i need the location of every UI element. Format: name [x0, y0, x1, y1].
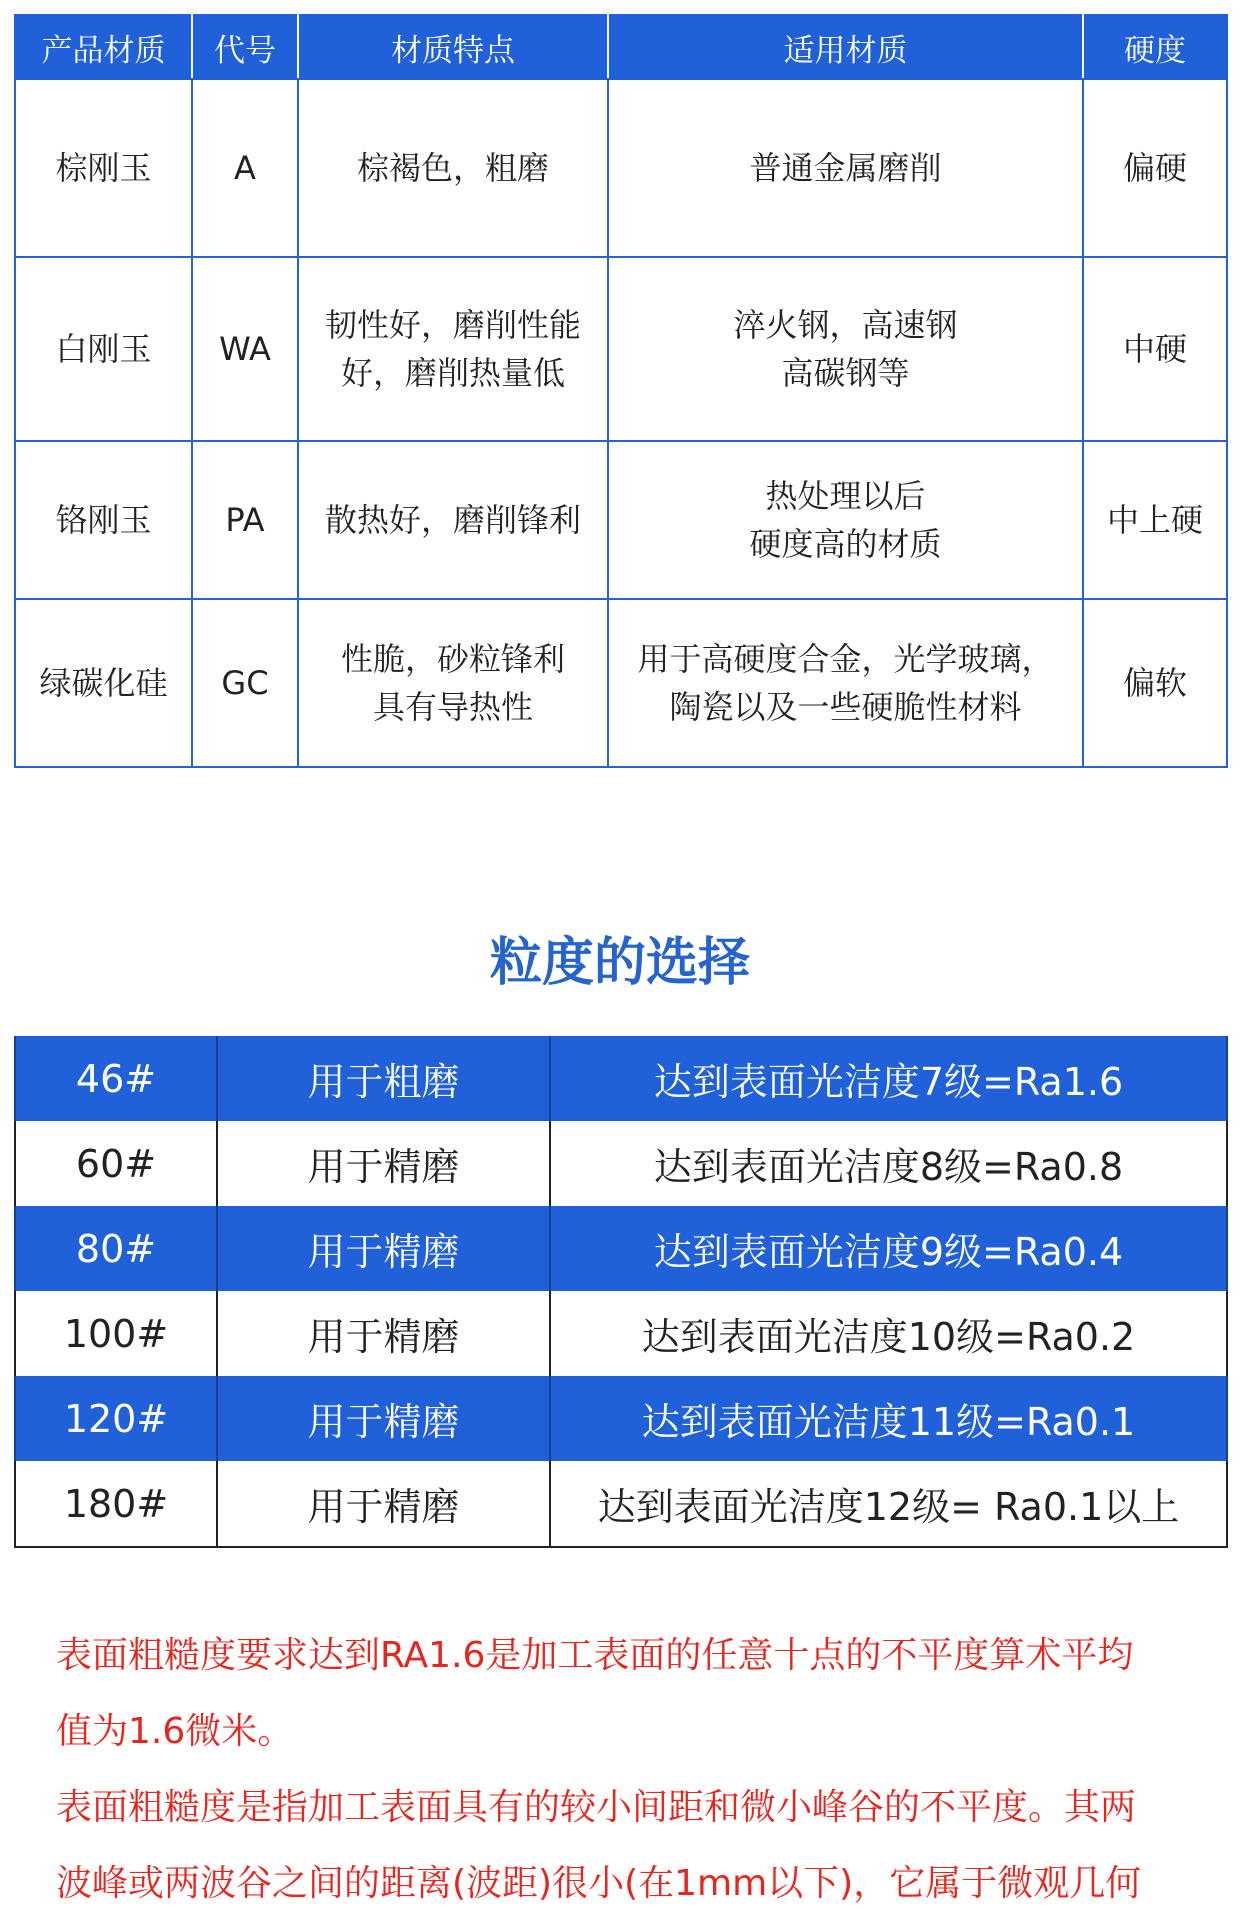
grit-cell: 60# [15, 1121, 217, 1206]
note-line: 表面粗糙度要求达到RA1.6是加工表面的任意十点的不平度算术平均 [56, 1635, 1134, 1676]
table-row [15, 79, 1227, 257]
hardness-cell: 偏硬 [1083, 79, 1227, 257]
code-cell: PA [192, 441, 298, 599]
table-row [15, 599, 1227, 767]
applicable-cell [608, 257, 1083, 441]
code-cell: WA [192, 257, 298, 441]
features-line: 韧性好，磨削性能 [324, 306, 581, 344]
features-line: 性脆，砂粒锋利 [340, 640, 565, 678]
table-row [15, 1461, 1227, 1547]
code-cell: A [192, 79, 298, 257]
applicable-line: 热处理以后 [765, 477, 926, 515]
hardness-cell: 中硬 [1083, 257, 1227, 441]
features-line: 好，磨削热量低 [340, 354, 565, 392]
features-cell [298, 79, 608, 257]
material-cell: 白刚玉 [15, 257, 192, 441]
result-cell: 达到表面光洁度9级=Ra0.4 [550, 1206, 1227, 1291]
grit-cell: 180# [15, 1461, 217, 1547]
applicable-line: 淬火钢，高速钢 [733, 306, 958, 344]
table-row [15, 1121, 1227, 1206]
applicable-line: 用于高硬度合金，光学玻璃， [637, 640, 1054, 678]
result-cell: 达到表面光洁度8级=Ra0.8 [550, 1121, 1227, 1206]
use-cell: 用于精磨 [217, 1461, 550, 1547]
grit-cell: 120# [15, 1376, 217, 1461]
features-line: 具有导热性 [372, 688, 533, 726]
result-cell: 达到表面光洁度10级=Ra0.2 [550, 1291, 1227, 1376]
header-applicable: 适用材质 [608, 15, 1083, 79]
material-cell: 棕刚玉 [15, 79, 192, 257]
features-line: 散热好，磨削锋利 [324, 501, 581, 539]
header-features: 材质特点 [298, 15, 608, 79]
result-cell: 达到表面光洁度11级=Ra0.1 [550, 1376, 1227, 1461]
header-material: 产品材质 [15, 15, 192, 79]
features-line: 棕褐色，粗磨 [356, 149, 549, 187]
table-row [15, 1036, 1227, 1121]
grit-table [14, 1036, 1228, 1548]
use-cell: 用于粗磨 [217, 1036, 550, 1121]
table-row [15, 1291, 1227, 1376]
materials-table [14, 14, 1228, 768]
applicable-line: 陶瓷以及一些硬脆性材料 [669, 688, 1022, 726]
table-row [15, 441, 1227, 599]
code-cell: GC [192, 599, 298, 767]
features-cell [298, 441, 608, 599]
header-hardness: 硬度 [1083, 15, 1227, 79]
note-line: 值为1.6微米。 [56, 1711, 294, 1752]
result-cell: 达到表面光洁度7级=Ra1.6 [550, 1036, 1227, 1121]
use-cell: 用于精磨 [217, 1291, 550, 1376]
features-cell [298, 599, 608, 767]
use-cell: 用于精磨 [217, 1206, 550, 1291]
applicable-cell [608, 441, 1083, 599]
materials-header-row [15, 15, 1227, 79]
applicable-line: 硬度高的材质 [749, 525, 942, 563]
applicable-line: 普通金属磨削 [749, 149, 942, 187]
section-title: 粒度的选择 [489, 933, 750, 993]
note-line: 波峰或两波谷之间的距离(波距)很小(在1mm以下)，它属于微观几何 [56, 1863, 1142, 1904]
result-cell: 达到表面光洁度12级= Ra0.1以上 [550, 1461, 1227, 1547]
material-cell: 铬刚玉 [15, 441, 192, 599]
grit-cell: 80# [15, 1206, 217, 1291]
applicable-cell [608, 599, 1083, 767]
use-cell: 用于精磨 [217, 1376, 550, 1461]
header-code: 代号 [192, 15, 298, 79]
use-cell: 用于精磨 [217, 1121, 550, 1206]
applicable-cell [608, 79, 1083, 257]
features-cell [298, 257, 608, 441]
table-row [15, 1206, 1227, 1291]
hardness-cell: 偏软 [1083, 599, 1227, 767]
material-cell: 绿碳化硅 [15, 599, 192, 767]
table-row [15, 1376, 1227, 1461]
grit-cell: 100# [15, 1291, 217, 1376]
table-row [15, 257, 1227, 441]
hardness-cell: 中上硬 [1083, 441, 1227, 599]
note-line: 表面粗糙度是指加工表面具有的较小间距和微小峰谷的不平度。其两 [56, 1787, 1137, 1828]
grit-cell: 46# [15, 1036, 217, 1121]
applicable-line: 高碳钢等 [781, 354, 910, 392]
roughness-notes [56, 1618, 1196, 1922]
